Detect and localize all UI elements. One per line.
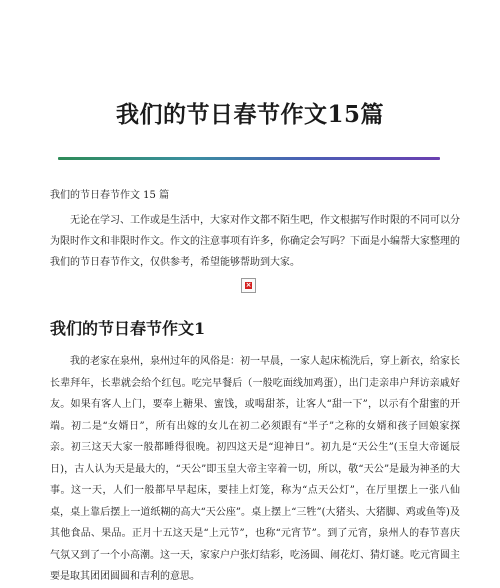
intro-text: 无论在学习、工作或是生活中，大家对作文都不陌生吧，作文根据写作时限的不同可以分为限时作文和非限时作文。作文的注意事项有许多，你确定会写吗？下面是小编帮大家整理的我们的节日春节作文，仅供参考，希望能够帮助到大家。: [50, 215, 460, 268]
document-subheading: 我们的节日春节作文 15 篇: [50, 190, 170, 201]
section-heading: 我们的节日春节作文1: [50, 319, 206, 338]
section-body: [50, 351, 460, 588]
document-title: 我们的节日春节作文15篇: [115, 101, 384, 128]
intro-paragraph: [50, 210, 460, 273]
section-body-text: 我的老家在泉州，泉州过年的风俗是：初一早晨，一家人起床梳洗后，穿上新衣，给家长长辈拜年，长辈就会给个红包。吃完早餐后（一般吃面线加鸡蛋），出门走亲串户拜访亲戚好友。如果有客人上门，要奉上糖果、蜜饯，或喝甜茶，让客人“甜一下”，以示有个甜蜜的开端。初二是“女婿日”，所有出嫁的女儿在初二必须跟有“半子”之称的女婿和孩子回娘家探亲。初三这天大家一般都睡得很晚。初四这天是“迎神日”。初九是“天公生”(玉皇大帝诞辰日)，古人认为天是最大的，“天公”即玉皇大帝主宰着一切，所以，敬“天公”是最为神圣的大事。这一天，人们一般都早早起床，要挂上灯笼，称为“点天公灯”，在厅里摆上一张八仙桌，桌上靠后摆上一道纸糊的高大“天公座”。桌上摆上“三牲”(大猪头、大猪脚、鸡或鱼等)及其他食品、果品。正月十五这天是“上元节”，也称“元宵节”。到了元宵，泉州人的春节喜庆气氛又到了一个小高潮。这一天，家家户户张灯结彩，吃汤圆、闹花灯、猜灯谜。吃元宵圆主要是取其团团圆圆和吉利的意思。: [50, 356, 460, 582]
close-icon: ×: [245, 281, 252, 289]
title-divider: [58, 157, 440, 160]
broken-image-icon: [241, 278, 256, 293]
